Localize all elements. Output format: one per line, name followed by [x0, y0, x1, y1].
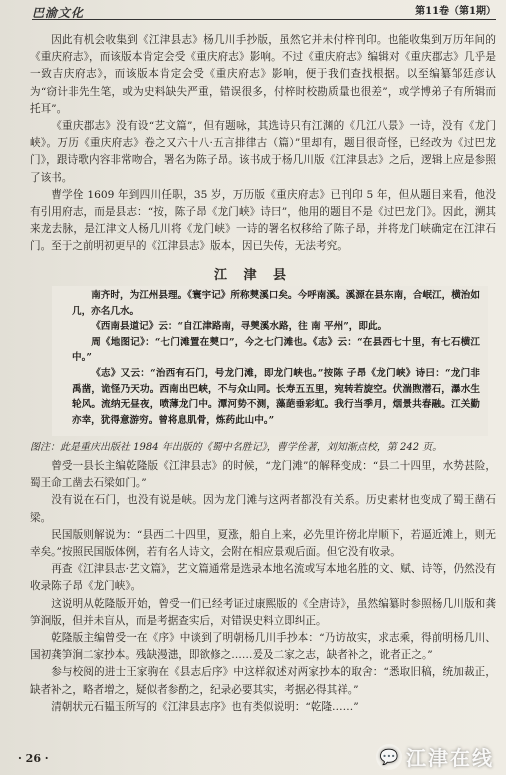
header-rule	[32, 19, 496, 20]
page-header	[18, 0, 496, 20]
paragraph: 因此有机会收集到《江津县志》杨几川手抄版，虽然它并未付梓刊印。也能收集到万历年间的《重庆府志》，而该版本肯定会受《重庆府志》影响。不过《重庆府志》编辑对《重庆郡志》几乎是一致吉庆府志》，而该版本肯定会受《重庆府志》影响，便于我们查找根据。以至编纂邹廷彦认为“窃计非先生笔，或为史料缺失严重，错误很多，付梓时校勘质量也很差”，或学博弟子有所辑而托耳”。	[30, 34, 496, 115]
watermark-text: 江津在线	[406, 746, 494, 770]
intro-text	[30, 32, 496, 256]
paragraph: 再查《江津县志·艺文篇》，艺文篇通常是选录本地名流或写本地名胜的文、赋、诗等，仍然没有收录陈子昂《龙门峡》。	[30, 563, 496, 593]
paragraph: 《重庆郡志》没有设“艺文篇”，但有题咏，其选诗只有江渊的《几江八景》一诗，没有《龙门峡》。万历《重庆府志》卷之又六十八·五言排律古（篇）”里却有，题目很奇怪，已经改为《过巴龙门》，跟诗歌内容非常吻合，署名为陈子昂。该书成于杨几川版《江津县志》之后，逻辑上应是参照了该书。	[30, 120, 496, 184]
section-title: 江 津 县	[213, 268, 293, 283]
paragraph: 这说明从乾隆版开始，曾受一们已经考证过康熙版的《全唐诗》，虽然编纂时参照杨几川版和龚笋涧版，但并未盲从，而是考据查实后，对错误史料立即纠正。	[30, 597, 496, 627]
book-excerpt-image	[52, 286, 488, 436]
journal-name: 巴渝文化	[32, 6, 85, 20]
paragraph: 清朝状元石韫玉所写的《江津县志序》也有类似说明：“乾隆……”	[51, 700, 359, 713]
paragraph: 参与校阅的进士王家驹在《县志后序》中这样叙述对两家抄本的取舍：“悉取旧稿，统加裁正，缺者补之，略者增之，疑似者参酌之，纪录必要其实，考据必得其祥。”	[30, 666, 496, 696]
excerpt-paragraph: 《西南县道记》云：“自江津路南，寻僰溪水路，往 南 平州”，即此。	[91, 321, 388, 333]
figure-caption: 图注：此是重庆出版社 1984 年出版的《蜀中名胜记》，曹学佺著，刘知渐点校，第 242 页。	[30, 442, 443, 453]
excerpt-paragraph: 南齐时，为江州县理。《寰宇记》所称僰溪口矣。今呼南溪。溪源在县东南，合岷江，横治如几，亦名几水。	[72, 290, 480, 317]
paragraph: 曹学佺 1609 年到四川任职，35 岁，万历版《重庆府志》已刊印 5 年，但从题目来看，他没有引用府志，而是县志：“按，陈子昂《龙门峡》诗曰”，他用的题目不是《过巴龙门》。因此，溯其来龙去脉，是江津文人杨几川将《龙门峡》一诗的署名权移给了陈子昂，并将龙门峡确定在江津石门。至于之前明初更早的《江津县志》版本，因已失传，无法考究。	[30, 188, 496, 253]
paragraph: 没有说在石门，也没有说是峡。因为龙门滩与这两者都没有关系。历史素材也变成了蜀王凿石梁。	[30, 494, 496, 524]
paragraph: 民国版则解说为：“县西二十四里，夏涨，船自上来，必先里许傍北岸顺下，若逼近滩上，则无幸矣。”按照民国版体例，若有名人诗文，会附在相应景观后面。但它没有收录。	[30, 528, 496, 559]
chat-bubble-icon: 💬	[376, 744, 402, 770]
body-text	[30, 458, 496, 716]
excerpt-paragraph: 《志》又云：“治西有石门，号龙门滩，即龙门峡也。”按陈 子昂《龙门峡》诗曰：“龙门非禹凿，诡怪乃天功。西南出巴峡，不与众山同。长寿五五里，宛转若旋空。伏湍煦潜石，瀑水生轮风。流纳无昼夜，喷薄龙门中。潭河势不测，藻葩垂彩虹。我行当季月，烟景共春融。江关勤亦幸，犹得意游穷。曾将息肌骨，炼药此山中。”	[72, 367, 480, 426]
issue-label: 第11卷（第1期）	[415, 6, 496, 17]
excerpt-paragraph: 周《地图记》：“七门滩置在僰口”，今之七门滩也。《志》云：“在县西七十里，有七石横江中。”	[72, 336, 480, 364]
book-excerpt-text	[52, 286, 488, 428]
watermark	[376, 742, 494, 771]
page-number: · 26 ·	[18, 752, 49, 765]
paragraph: 乾隆版主编曾受一在《序》中谈到了明朝杨几川手抄本：“乃访故实，求志乘，得前明杨几川、国初龚笋涧二家抄本。残缺漫漶，即欲修之……爰及二家之志，缺者补之，讹者正之。”	[30, 632, 496, 662]
paragraph: 曾受一县长主编乾隆版《江津县志》的时候，“龙门滩”的解释变成：“县二十四里，水势甚险，蜀王命工凿去石梁如门。”	[30, 460, 496, 490]
